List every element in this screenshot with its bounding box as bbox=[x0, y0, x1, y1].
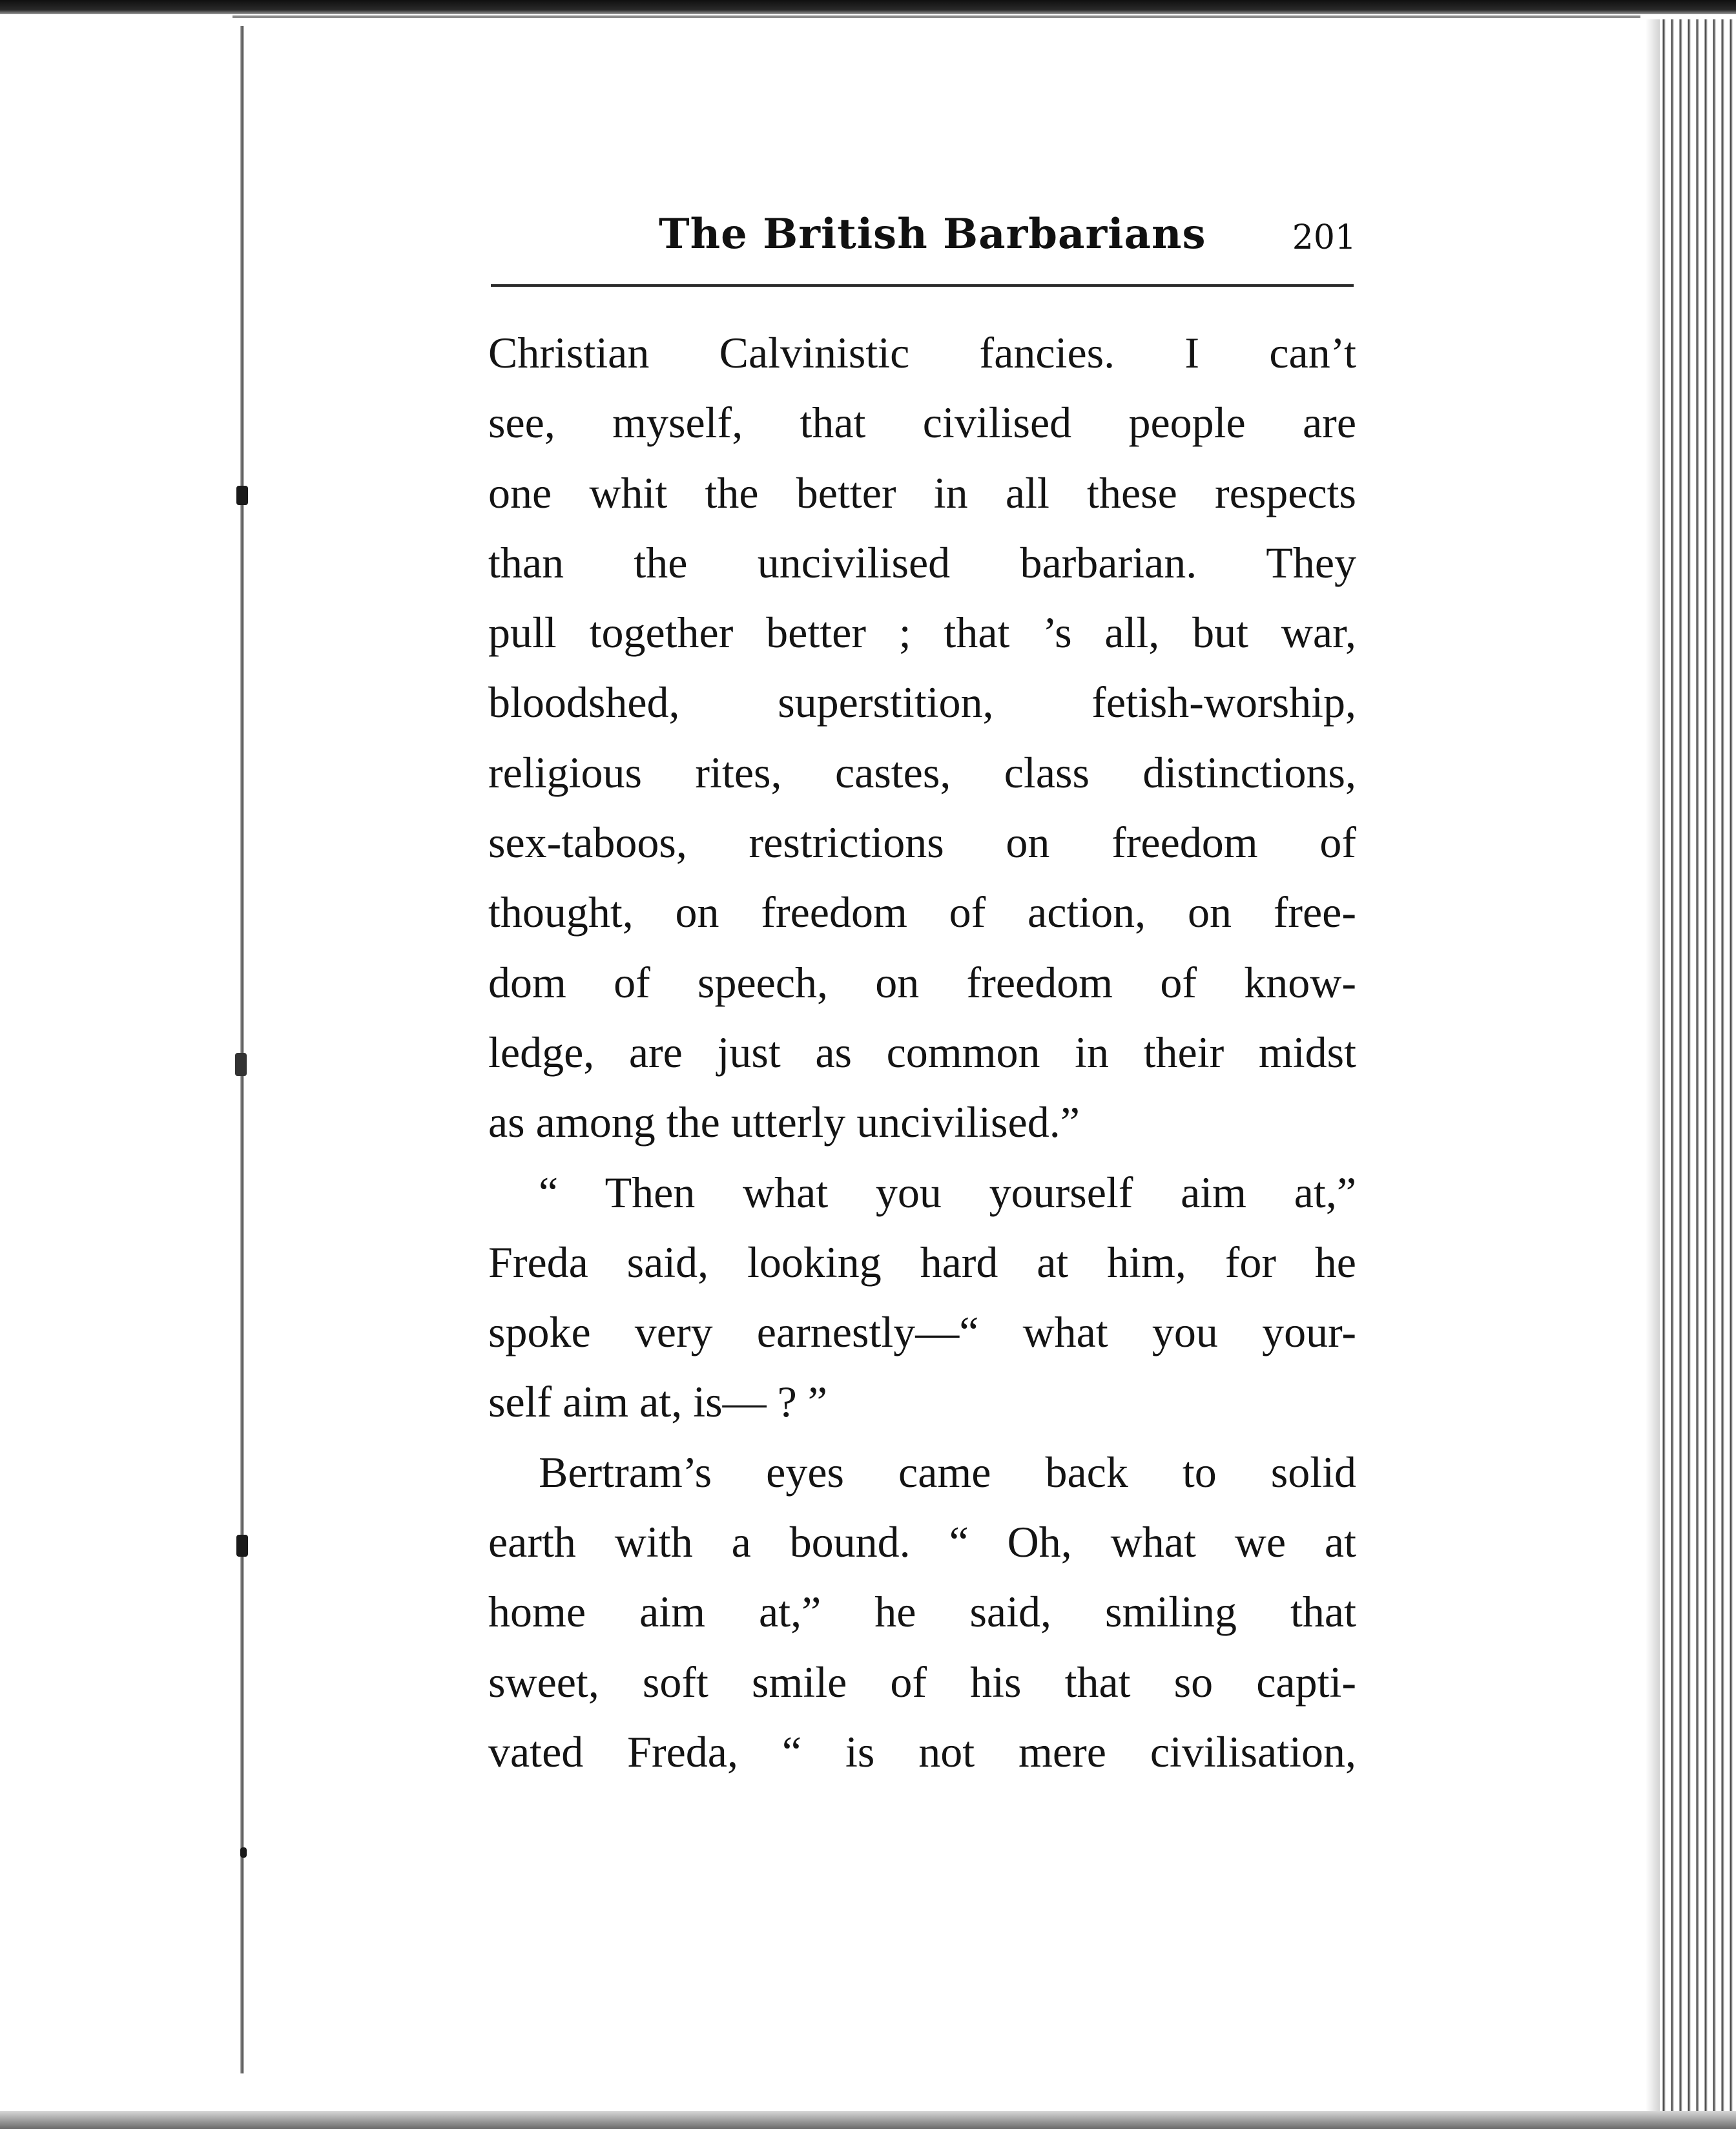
binding-stitch-mark bbox=[240, 1847, 247, 1858]
page-edge-shadow bbox=[1646, 19, 1661, 2111]
text-line: self aim at, is— ? ” bbox=[488, 1377, 827, 1427]
text-line: Freda said, looking hard at him, for he bbox=[488, 1237, 1356, 1287]
text-line: as among the utterly uncivilised.” bbox=[488, 1097, 1080, 1147]
scan-top-edge bbox=[0, 0, 1736, 14]
text-line: earth with a bound. “ Oh, what we at bbox=[488, 1517, 1356, 1567]
text-line: sweet, soft smile of his that so capti- bbox=[488, 1657, 1356, 1707]
header-rule bbox=[491, 284, 1354, 287]
running-header-title: The British Barbarians bbox=[659, 210, 1206, 258]
binding-gutter bbox=[240, 26, 244, 2073]
text-line: Christian Calvinistic fancies. I can’t bbox=[488, 328, 1356, 377]
binding-stitch-mark bbox=[236, 1535, 248, 1557]
text-line: bloodshed, superstition, fetish-worship, bbox=[488, 678, 1356, 727]
book-page-edges bbox=[1660, 19, 1736, 2111]
text-line: than the uncivilised barbarian. They bbox=[488, 537, 1356, 587]
scan-bottom-edge bbox=[0, 2111, 1736, 2129]
body-text bbox=[488, 318, 1356, 1787]
page-number: 201 bbox=[1292, 218, 1356, 257]
text-line: one whit the better in all these respects bbox=[488, 468, 1356, 517]
binding-stitch-mark bbox=[236, 486, 248, 505]
text-line: “ Then what you yourself aim at,” bbox=[539, 1167, 1356, 1217]
binding-stitch-mark bbox=[235, 1053, 247, 1076]
text-line: ledge, are just as common in their midst bbox=[488, 1027, 1356, 1077]
text-line: pull together better ; that ’s all, but war, bbox=[488, 608, 1356, 658]
text-line: dom of speech, on freedom of know- bbox=[488, 957, 1356, 1007]
text-line: see, myself, that civilised people are bbox=[488, 398, 1356, 448]
text-line: vated Freda, “ is not mere civilisation, bbox=[488, 1727, 1356, 1776]
text-line: thought, on freedom of action, on free- bbox=[488, 888, 1356, 937]
text-line: religious rites, castes, class distinctions, bbox=[488, 747, 1356, 797]
text-line: sex-taboos, restrictions on freedom of bbox=[488, 818, 1356, 867]
text-line: spoke very earnestly—“ what you your- bbox=[488, 1307, 1356, 1357]
page-top-border bbox=[232, 16, 1640, 18]
text-line: home aim at,” he said, smiling that bbox=[488, 1587, 1356, 1637]
text-line: Bertram’s eyes came back to solid bbox=[539, 1447, 1356, 1497]
